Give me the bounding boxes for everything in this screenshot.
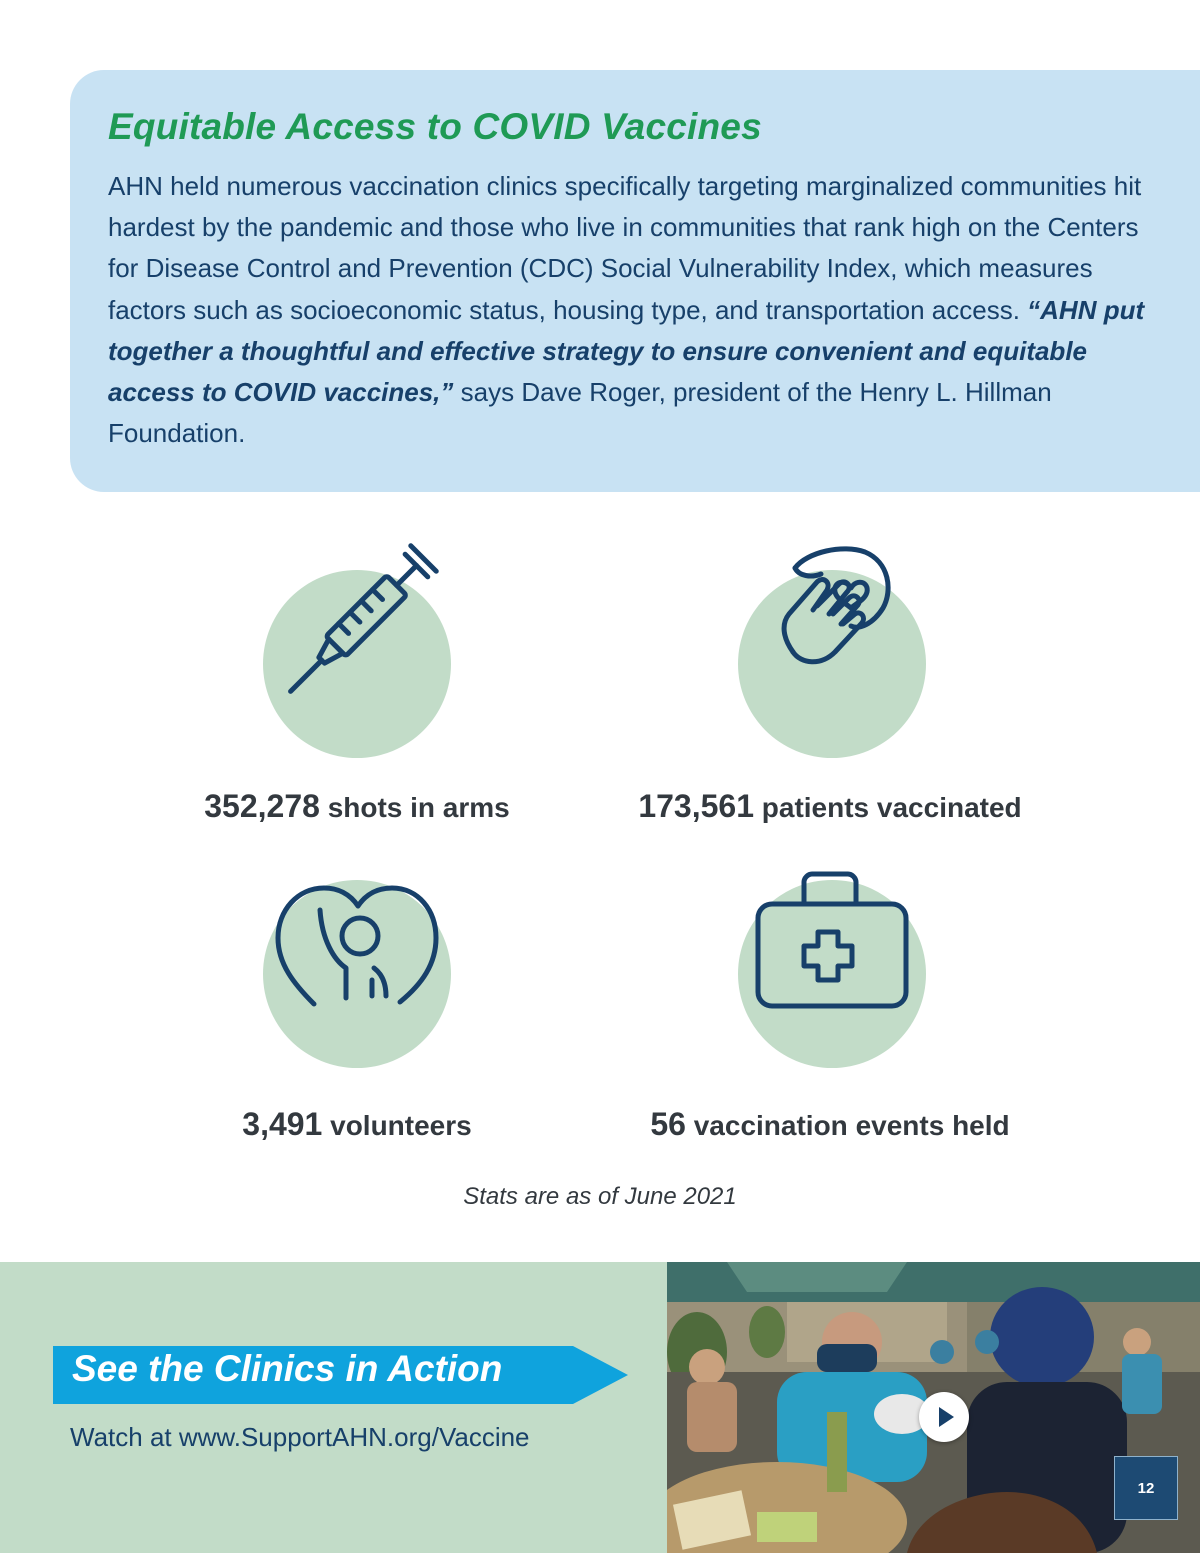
stat-text: patients vaccinated xyxy=(761,792,1022,823)
stat-label xyxy=(97,788,617,825)
stat-number: 56 xyxy=(650,1106,686,1142)
cta-label: See the Clinics in Action xyxy=(72,1348,503,1389)
stat-text: volunteers xyxy=(330,1110,472,1141)
stat-events xyxy=(570,860,1090,1160)
stat-number: 3,491 xyxy=(242,1106,323,1142)
stat-label xyxy=(570,1106,1090,1143)
volunteer-heart-icon xyxy=(272,880,442,1010)
play-button[interactable] xyxy=(919,1392,969,1442)
cta-url[interactable]: Watch at www.SupportAHN.org/Vaccine xyxy=(70,1422,530,1452)
hand-heart-icon xyxy=(755,540,905,705)
intro-body xyxy=(108,166,1168,454)
syringe-icon xyxy=(267,540,457,700)
intro-attribution: says Dave Roger, president of the Henry L. Hillman Foundation. xyxy=(108,377,1052,449)
stat-number: 173,561 xyxy=(638,788,754,824)
stat-label xyxy=(97,1106,617,1143)
intro-panel xyxy=(70,70,1200,492)
stat-text: vaccination events held xyxy=(693,1110,1010,1141)
first-aid-kit-icon xyxy=(750,870,910,1010)
play-icon xyxy=(919,1392,969,1442)
stat-shots xyxy=(97,540,617,840)
stat-volunteers xyxy=(97,860,617,1160)
intro-quote: “AHN put together a thoughtful and effective strategy to ensure convenient and equitable access to COVID vaccines,” xyxy=(108,294,1145,408)
stat-label xyxy=(570,788,1090,825)
stat-number: 352,278 xyxy=(204,788,320,824)
intro-body-text: AHN held numerous vaccination clinics specifically targeting marginalized communities hit hardest by the pandemic and those who live in communities that rank high on the Centers for Disease Control and Prevention (CDC) Social Vulnerability Index, which measures factors such as socioeconomic status, housing type, and transportation access. xyxy=(108,171,1142,325)
stats-footnote: Stats are as of June 2021 xyxy=(463,1183,737,1210)
footer-panel xyxy=(0,1262,1200,1553)
video-thumbnail[interactable] xyxy=(667,1262,1200,1553)
stat-text: shots in arms xyxy=(327,792,510,823)
page-number: 12 xyxy=(1114,1456,1178,1520)
intro-title: Equitable Access to COVID Vaccines xyxy=(108,106,762,147)
stat-patients xyxy=(570,540,1090,840)
